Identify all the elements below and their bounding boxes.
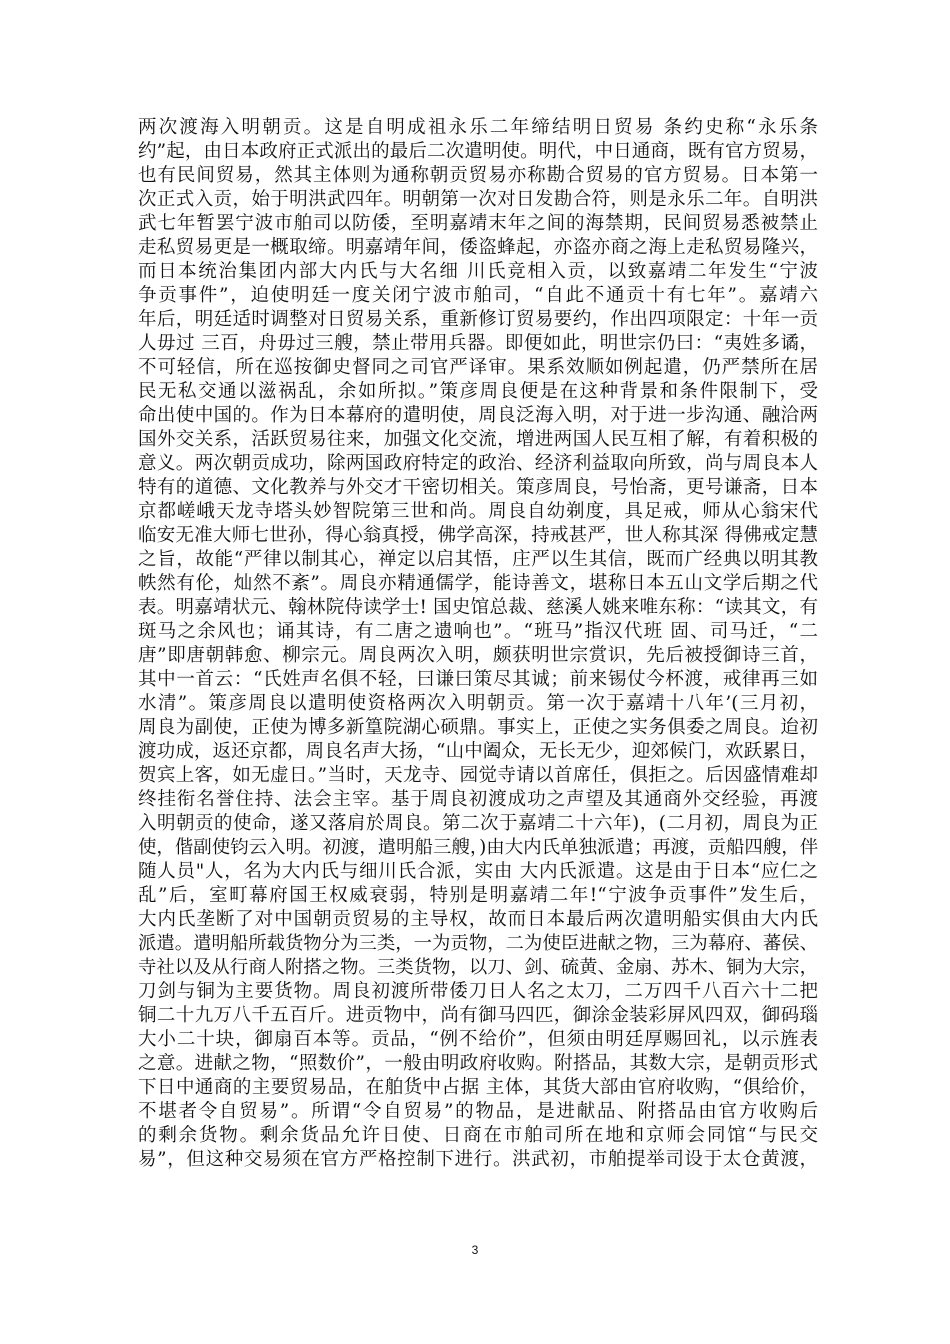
text-line: 的剩余货物。剩余货品允许日使、日商在市舶司所在地和京师会同馆“与民交 (138, 1125, 818, 1146)
text-line: 使，偕副使钧云入明。初渡，遣明船三艘，)由大内氏单独派遣；再渡，贡船四艘，伴 (138, 837, 819, 858)
text-line: 斑马之余风也；诵其诗，有二唐之遗响也”。“班马”指汉代班 固、司马迁，“二 (138, 621, 818, 642)
text-line: 大内氏垄断了对中国朝贡贸易的主导权，故而日本最后两次遣明船实俱由大内氏 (138, 909, 818, 930)
text-line: 也有民间贸易，然其主体则为通称朝贡贸易亦称勘合贸易的官方贸易。日本第一 (138, 165, 818, 186)
text-line: 下日中通商的主要贸易品，在舶货中占据 主体，其货大部由官府收购，“俱给价， (138, 1077, 818, 1098)
text-line: 易”，但这种交易须在官方严格控制下进行。洪武初，市舶提举司设于太仓黄渡， (138, 1149, 818, 1170)
text-line: 寺社以及从行商人附搭之物。三类货物，以刀、剑、硫黄、金扇、苏木、铜为大宗， (138, 957, 818, 978)
text-line: 意义。两次朝贡成功，除两国政府特定的政治、经济利益取向所致，尚与周良本人 (138, 453, 818, 474)
text-line: 周良为副使，正使为博多新篁院湖心硕鼎。事实上，正使之实务俱委之周良。迨初 (138, 717, 818, 738)
text-line: 特有的道德、文化教养与外交才干密切相关。策彦周良，号怡斋，更号谦斋，日本 (138, 477, 818, 498)
text-line: 两次渡海入明朝贡。这是自明成祖永乐二年缔结明日贸易 条约史称“永乐条 (138, 117, 818, 138)
text-line: 其中一首云：“氏姓声名俱不轻，曰谦曰策尽其诚；前来锡仗今杯渡，戒律再三如 (138, 669, 818, 690)
text-line: 国外交关系，活跃贸易往来，加强文化交流，增进两国人民互相了解，有着积极的 (138, 429, 818, 450)
text-line: 入明朝贡的使命，遂又落肩於周良。第二次于嘉靖二十六年)，(二月初，周良为正 (138, 813, 818, 834)
text-line: 京都嵯峨天龙寺塔头妙智院第三世和尚。周良自幼剃度，具足戒，师从心翁宋代 (138, 501, 818, 522)
text-line: 派遣。遣明船所载货物分为三类，一为贡物，二为使臣进献之物，三为幕府、蕃侯、 (138, 933, 818, 954)
page-number: 3 (471, 1243, 479, 1257)
text-line: 刀剑与铜为主要货物。周良初渡所带倭刀日人名之太刀，二万四千八百六十二把 (138, 981, 818, 1002)
text-line: 人毋过 三百，舟毋过三艘，禁止带用兵器。即便如此，明世宗仍曰：“夷姓多谲， (138, 333, 818, 354)
text-line: 命出使中国的。作为日本幕府的遣明使，周良泛海入明，对于进一步沟通、融洽两 (138, 405, 818, 426)
text-line: 而日本统治集团内部大内氏与大名细 川氏竞相入贡，以致嘉靖二年发生“宁波 (138, 261, 818, 282)
text-line: 约”起，由日本政府正式派出的最后二次遣明使。明代，中日通商，既有官方贸易， (138, 141, 818, 162)
text-line: 大小二十块，御扇百本等。贡品，“例不给价”，但须由明廷厚赐回礼，以示旌表 (138, 1029, 818, 1050)
text-line: 之旨，故能“严律以制其心，禅定以启其悟，庄严以生其信，既而广经典以明其教 (138, 549, 818, 570)
text-line: 次正式入贡，始于明洪武四年。明朝第一次对日发勘合符，则是永乐二年。自明洪 (138, 189, 818, 210)
text-line: 之意。进献之物，“照数价”，一般由明政府收购。附搭品，其数大宗，是朝贡形式 (138, 1053, 818, 1074)
body-text (138, 116, 818, 1172)
text-line: 唐”即唐朝韩愈、柳宗元。周良两次入明，颇获明世宗赏识，先后被授御诗三首， (138, 645, 818, 666)
text-line: 不可轻信，所在巡按御史督同之司官严译审。果系效顺如例起遣，仍严禁所在居 (138, 357, 818, 378)
text-line: 渡功成，返还京都，周良名声大扬，“山中阖众，无长无少，迎郊候门，欢跃累日， (138, 741, 818, 762)
text-line: 水清”。策彦周良以遣明使资格两次入明朝贡。第一次于嘉靖十八年’(三月初， (138, 693, 818, 714)
text-line: 铜二十九万八千五百斤。进贡物中，尚有御马四匹，御涂金装彩屏风四双，御码瑙 (138, 1005, 818, 1026)
text-line: 贺宾上客，如无虚日。”当时，天龙寺、园觉寺请以首席任，俱拒之。后因盛情难却 (138, 765, 818, 786)
text-line: 民无私交通以滋祸乱，余如所拟。”策彦周良便是在这种背景和条件限制下，受 (138, 381, 818, 402)
text-line: 终挂衔名誉住持、法会主宰。基于周良初渡成功之声望及其通商外交经验，再渡 (138, 789, 818, 810)
text-line: 乱”后，室町幕府国王权威衰弱，特别是明嘉靖二年!“宁波争贡事件”发生后， (138, 885, 818, 906)
text-line: 武七年暂罢宁波市舶司以防倭，至明嘉靖末年之间的海禁期，民间贸易悉被禁止 (138, 213, 818, 234)
text-line: 走私贸易更是一概取缔。明嘉靖年间，倭盗蜂起，亦盗亦商之海上走私贸易隆兴， (138, 237, 818, 258)
text-line: 争贡事件”，迫使明廷一度关闭宁波市舶司，“自此不通贡十有七年”。嘉靖六 (138, 285, 818, 306)
text-line: 临安无准大师七世孙，得心翁真授，佛学高深，持戒甚严，世人称其深 得佛戒定慧 (138, 525, 818, 546)
text-line: 帙然有伦，灿然不紊”。周良亦精通儒学，能诗善文，堪称日本五山文学后期之代 (138, 573, 818, 594)
text-line: 年后，明廷适时调整对日贸易关系，重新修订贸易要约，作出四项限定：十年一贡 (138, 309, 818, 330)
text-line: 随人员"人，名为大内氏与细川氏合派，实由 大内氏派遣。这是由于日本“应仁之 (138, 861, 818, 882)
text-line: 表。明嘉靖状元、翰林院侍读学士! 国史馆总裁、慈溪人姚来唯东称：“读其文，有 (138, 597, 818, 618)
text-line: 不堪者令自贸易”。所谓“令自贸易”的物品，是进献品、附搭品由官方收购后 (138, 1101, 818, 1122)
